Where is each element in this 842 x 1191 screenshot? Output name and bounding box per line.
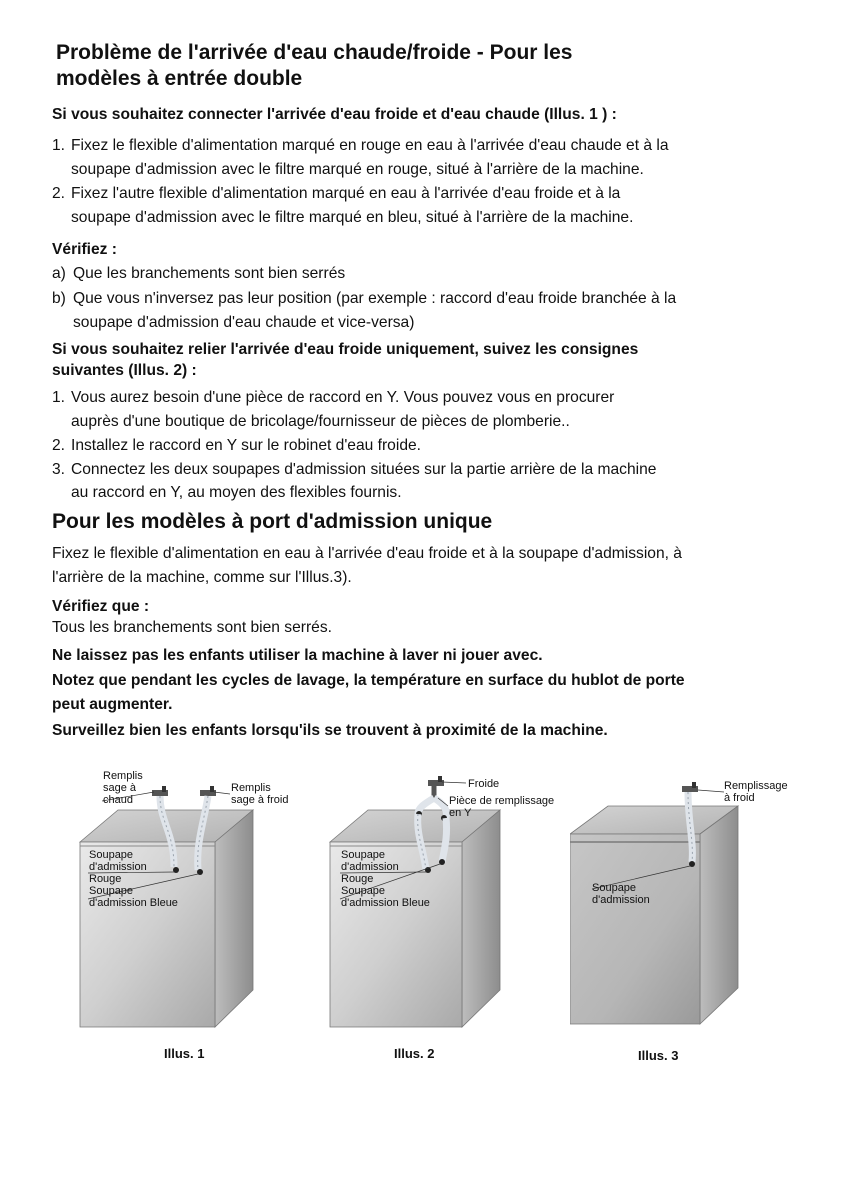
verify-que-text: Tous les branchements sont bien serrés. [52, 619, 332, 636]
step-number: 1. [52, 137, 66, 154]
double-step-2 [52, 185, 620, 203]
label-line: Froide [468, 778, 500, 790]
item-text: Que les branchements sont bien serrés [73, 265, 346, 282]
verify-item-b-cont: soupape d'admission d'eau chaude et vice-versa) [73, 314, 415, 331]
label-line: Rouge [341, 873, 374, 885]
cold-step-1 [52, 389, 614, 407]
label-line: d'admission [89, 861, 147, 873]
cold-step-3 [52, 461, 656, 479]
label-valve [592, 882, 650, 906]
figure-3 [570, 762, 810, 1072]
label-valve-blue [341, 885, 430, 909]
label-y-piece [449, 795, 554, 819]
title-line-1: Problème de l'arrivée d'eau chaude/froide - Pour les [56, 41, 573, 64]
item-letter: b) [52, 290, 66, 307]
double-inlet-subheading: Si vous souhaitez connecter l'arrivée d'eau froide et d'eau chaude (Illus. 1 ) : [52, 106, 617, 123]
label-line: sage à [103, 782, 137, 794]
label-valve-red [89, 849, 147, 885]
label-valve-red [341, 849, 399, 885]
caption-illus-2: Illus. 2 [394, 1046, 435, 1061]
label-valve-blue [89, 885, 178, 909]
single-inlet-heading: Pour les modèles à port d'admission unique [52, 510, 493, 533]
page-title [56, 40, 573, 92]
step-text: Connectez les deux soupapes d'admission situées sur la partie arrière de la machine [71, 461, 657, 478]
step-text: Fixez le flexible d'alimentation marqué en rouge en eau à l'arrivée d'eau chaude et à la [71, 137, 669, 154]
label-line: chaud [103, 794, 133, 806]
step-number: 2. [52, 185, 66, 202]
double-step-2-cont: soupape d'admission avec le filtre marqué en bleu, situé à l'arrière de la machine. [71, 209, 634, 226]
label-line: Pièce de remplissage [449, 795, 555, 807]
warning-2: Notez que pendant les cycles de lavage, la température en surface du hublot de porte [52, 672, 685, 689]
step-text: Vous aurez besoin d'une pièce de raccord en Y. Vous pouvez vous en procurer [71, 389, 615, 406]
double-step-1-cont: soupape d'admission avec le filtre marqué en rouge, situé à l'arrière de la machine. [71, 161, 644, 178]
label-cold-fill [724, 780, 788, 804]
cold-only-subheading-2: suivantes (Illus. 2) : [52, 362, 197, 379]
label-line: en Y [449, 807, 472, 819]
label-line: Soupape [89, 849, 134, 861]
label-line: Soupape [592, 882, 637, 894]
label-line: Soupape [341, 885, 386, 897]
label-line: à froid [724, 792, 755, 804]
label-line: Remplis [103, 770, 143, 782]
verify-item-a [52, 265, 345, 283]
label-line: d'admission Bleue [341, 897, 430, 909]
cold-step-2 [52, 437, 421, 455]
label-line: Soupape [89, 885, 134, 897]
step-text: Installez le raccord en Y sur le robinet d'eau froide. [71, 437, 421, 454]
warning-2-cont: peut augmenter. [52, 696, 173, 713]
verify-item-b [52, 290, 676, 308]
verify-que-heading: Vérifiez que : [52, 598, 150, 615]
item-text: Que vous n'inversez pas leur position (par exemple : raccord d'eau froide branchée à la [73, 290, 677, 307]
figure-2 [328, 762, 568, 1072]
label-line: d'admission [592, 894, 650, 906]
label-line: d'admission Bleue [89, 897, 178, 909]
label-line: Remplissage [724, 780, 788, 792]
title-line-2: modèles à entrée double [56, 67, 303, 90]
step-text: Fixez l'autre flexible d'alimentation marqué en eau à l'arrivée d'eau froide et à la [71, 185, 621, 202]
label-cold [468, 778, 499, 790]
label-line: sage à froid [231, 794, 289, 806]
figure-1 [78, 762, 318, 1072]
caption-illus-3: Illus. 3 [638, 1048, 679, 1063]
single-inlet-text-2: l'arrière de la machine, comme sur l'Illus.3). [52, 569, 352, 586]
cold-only-subheading-1: Si vous souhaitez relier l'arrivée d'eau froide uniquement, suivez les consignes [52, 341, 639, 358]
step-number: 3. [52, 461, 66, 478]
label-hot-fill [103, 770, 143, 806]
caption-illus-1: Illus. 1 [164, 1046, 205, 1061]
warning-3: Surveillez bien les enfants lorsqu'ils se trouvent à proximité de la machine. [52, 722, 608, 739]
item-letter: a) [52, 265, 66, 282]
step-number: 1. [52, 389, 66, 406]
verify-heading: Vérifiez : [52, 241, 117, 258]
label-line: Remplis [231, 782, 271, 794]
label-line: Soupape [341, 849, 386, 861]
cold-step-3-cont: au raccord en Y, au moyen des flexibles fournis. [71, 484, 402, 501]
double-step-1 [52, 137, 669, 155]
warning-1: Ne laissez pas les enfants utiliser la machine à laver ni jouer avec. [52, 647, 543, 664]
label-line: Rouge [89, 873, 122, 885]
label-line: d'admission [341, 861, 399, 873]
single-inlet-text-1: Fixez le flexible d'alimentation en eau à l'arrivée d'eau froide et à la soupape d'admission, à [52, 545, 682, 562]
cold-step-1-cont: auprès d'une boutique de bricolage/fournisseur de pièces de plomberie.. [71, 413, 570, 430]
step-number: 2. [52, 437, 66, 454]
label-cold-fill [231, 782, 288, 806]
